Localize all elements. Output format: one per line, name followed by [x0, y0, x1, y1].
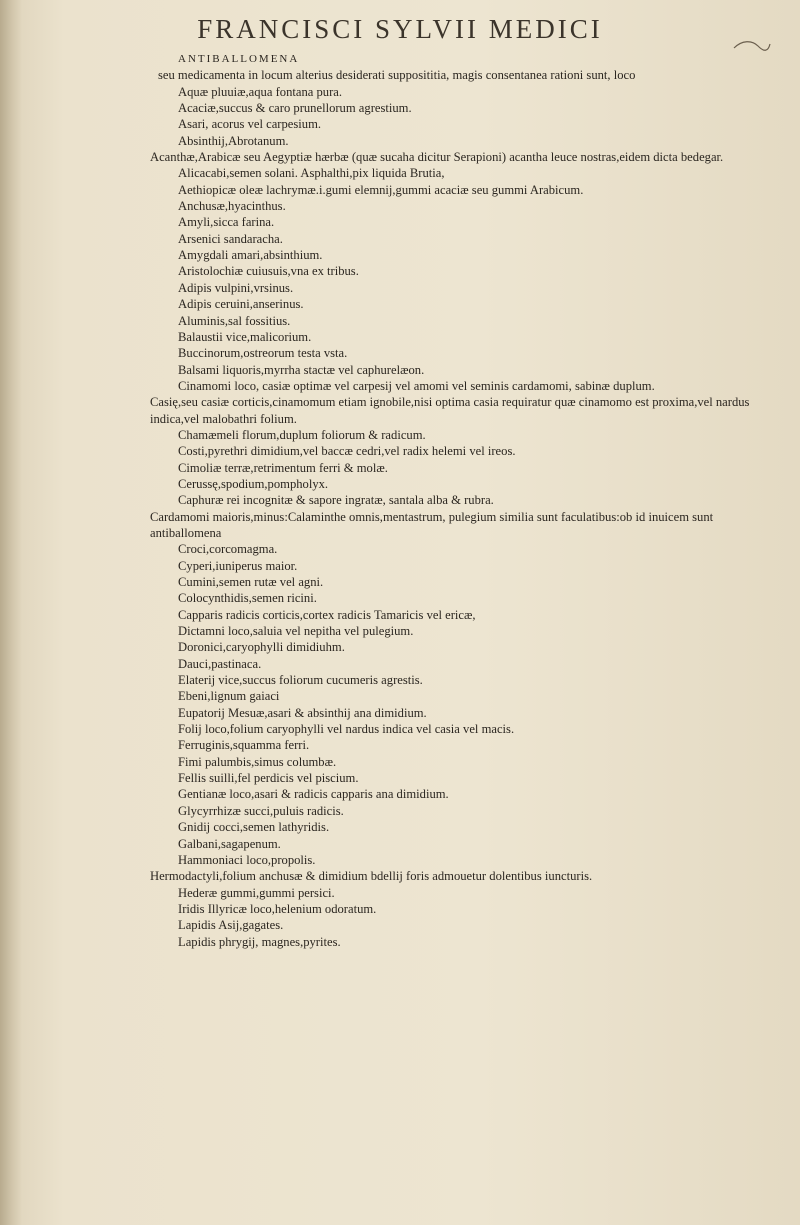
entry-line: Iridis Illyricæ loco,helenium odoratum. — [178, 901, 377, 916]
entry-line: Acanthæ,Arabicæ seu Aegyptiæ hærbæ (quæ sucaha dicitur Serapioni) acantha leuce nostras,eidem dicta bedegar. — [150, 150, 724, 165]
entry-line: Ebeni,lignum gaiaci — [178, 689, 280, 704]
entry-line: Absinthij,Abrotanum. — [178, 133, 289, 148]
entry-line: Cumini,semen rutæ vel agni. — [178, 575, 324, 589]
entry-line: Chamæmeli florum,duplum foliorum & radicum. — [178, 427, 426, 442]
entry-line: Ferruginis,squamma ferri. — [178, 738, 310, 753]
entry-line: Hederæ gummi,gummi persici. — [178, 885, 335, 900]
entry-line: Doronici,caryophylli dimidiuhm. — [178, 640, 345, 655]
entry-line: Hermodactyli,folium anchusæ & dimidium bdellij foris admouetur dolentibus iuncturis. — [150, 869, 593, 884]
entry-line: Cardamomi maioris,minus:Calaminthe omnis,mentastrum, pulegium similia sunt faculatibus:ob id inuicem sunt antiballomena — [150, 509, 714, 540]
text-block — [150, 50, 768, 950]
opening-rest: seu medicamenta in locum alterius desiderati supposititia, magis consentanea rationi sunt, loco — [158, 68, 636, 83]
entry-line: Cerussę,spodium,pompholyx. — [178, 476, 329, 491]
entry-line: Casię,seu casiæ corticis,cinamomum etiam ignobile,nisi optima casia requiratur quæ cinamomo est proxima,vel nardus indica,vel malobathri folium. — [150, 395, 750, 426]
entry-line: Cyperi,iuniperus maior. — [178, 558, 298, 573]
entry-line: Balsami liquoris,myrrha stactæ vel caphurelæon. — [178, 362, 425, 377]
entry-line: Hammoniaci loco,propolis. — [178, 852, 316, 867]
entry-line: Cimoliæ terræ,retrimentum ferri & molæ. — [178, 460, 388, 475]
entry-line: Alicacabi,semen solani. Asphalthi,pix liquida Brutia, — [178, 166, 445, 181]
entry-line: Adipis vulpini,vrsinus. — [178, 280, 294, 295]
entry-line: Aristolochiæ cuiusuis,vna ex tribus. — [178, 264, 359, 279]
entry-line: Buccinorum,ostreorum testa vsta. — [178, 346, 348, 361]
entry-line: Fellis suilli,fel perdicis vel piscium. — [178, 771, 359, 786]
entry-line: Arsenici sandaracha. — [178, 231, 283, 246]
entry-line: Croci,corcomagma. — [178, 542, 278, 557]
entry-line: Costi,pyrethri dimidium,vel baccæ cedri,vel radix helemi vel ireos. — [178, 444, 516, 459]
entry-line: Adipis ceruini,anserinus. — [178, 297, 304, 312]
entry-line: Gnidij cocci,semen lathyridis. — [178, 820, 330, 835]
entry-line: Elaterij vice,succus foliorum cucumeris agrestis. — [178, 673, 423, 688]
entry-line: Eupatorij Mesuæ,asari & absinthij ana dimidium. — [178, 705, 427, 720]
entry-line: Dauci,pastinaca. — [178, 656, 262, 671]
entry-line: Aethiopicæ oleæ lachrymæ.i.gumi elemnij,gummi acaciæ seu gummi Arabicum. — [178, 182, 584, 197]
entry-line: Capparis radicis corticis,cortex radicis Tamaricis vel ericæ, — [178, 607, 476, 622]
entry-line: Glycyrrhizæ succi,puluis radicis. — [178, 803, 344, 818]
entry-line: Colocynthidis,semen ricini. — [178, 591, 317, 606]
entry-line: Cinamomi loco, casiæ optimæ vel carpesij vel amomi vel seminis cardamomi, sabinæ duplum. — [178, 378, 655, 393]
entry-line: Balaustii vice,malicorium. — [178, 329, 312, 344]
entry-line: Anchusæ,hyacinthus. — [178, 199, 286, 214]
entry-line: Lapidis phrygij, magnes,pyrites. — [178, 934, 341, 949]
entry-line: Fimi palumbis,simus columbæ. — [178, 754, 337, 769]
entry-line: Aquæ pluuiæ,aqua fontana pura. — [178, 84, 343, 99]
running-header: FRANCISCI SYLVII MEDICI — [197, 14, 603, 44]
entry-line: Amygdali amari,absinthium. — [178, 248, 323, 263]
entry-line: Gentianæ loco,asari & radicis capparis ana dimidium. — [178, 787, 449, 802]
entry-line: Aluminis,sal fossitius. — [178, 313, 291, 328]
entry-line: Dictamni loco,saluia vel nepitha vel pulegium. — [178, 624, 414, 639]
entry-line: Folij loco,folium caryophylli vel nardus indica vel casia vel macis. — [178, 722, 515, 737]
opening-line — [178, 50, 768, 67]
entry-line: Caphuræ rei incognitæ & sapore ingratæ, santala alba & rubra. — [178, 493, 494, 508]
entry-line: Galbani,sagapenum. — [178, 836, 281, 851]
entry-line: Amyli,sicca farina. — [178, 215, 275, 230]
entry-line: Acaciæ,succus & caro prunellorum agrestium. — [178, 101, 412, 116]
binding-gutter — [0, 0, 22, 1225]
opening-smallcaps: ANTIBALLOMENA — [178, 53, 300, 65]
entry-line: Asari, acorus vel carpesium. — [178, 117, 322, 132]
entry-line: Lapidis Asij,gagates. — [178, 918, 284, 933]
